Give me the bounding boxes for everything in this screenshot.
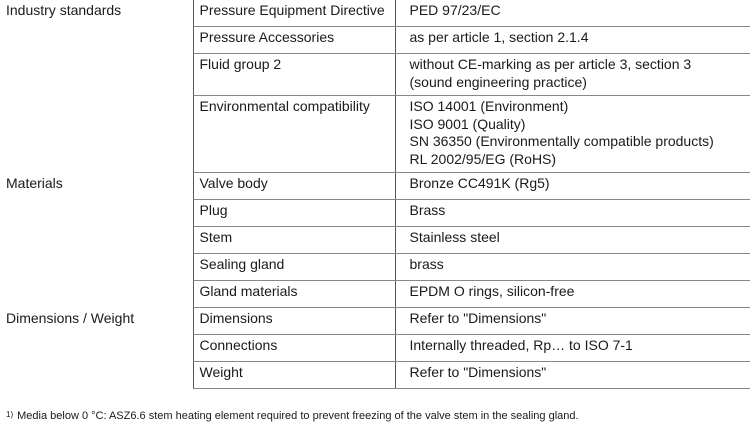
row-value-line: ISO 9001 (Quality)	[409, 115, 526, 132]
row-value	[395, 281, 750, 308]
footnote	[6, 410, 746, 423]
row-property-label: Pressure Accessories	[193, 27, 395, 54]
row-value-line: PED 97/23/EC	[409, 2, 501, 18]
table-row	[0, 254, 750, 281]
row-value-line: without CE-marking as per article 3, section 3	[409, 56, 692, 72]
row-value-line: RL 2002/95/EG (RoHS)	[409, 150, 557, 167]
row-value-line: EPDM O rings, silicon-free	[409, 283, 575, 299]
row-property-label: Stem	[193, 227, 395, 254]
row-value-line: Brass	[409, 202, 446, 218]
row-property-label: Gland materials	[193, 281, 395, 308]
row-property-label: Dimensions	[193, 308, 395, 335]
row-value-line: Refer to "Dimensions"	[409, 310, 547, 326]
row-value-line: ISO 14001 (Environment)	[409, 98, 569, 114]
row-value-line: Refer to "Dimensions"	[409, 364, 547, 380]
row-value	[395, 173, 750, 200]
table-row	[0, 362, 750, 389]
table-row	[0, 27, 750, 54]
table-row	[0, 308, 750, 335]
row-value	[395, 96, 750, 173]
table-row	[0, 96, 750, 173]
row-value	[395, 27, 750, 54]
row-value	[395, 362, 750, 389]
row-group-label: Dimensions / Weight	[6, 309, 135, 326]
row-value-line: brass	[409, 256, 444, 272]
row-group-label	[0, 96, 193, 173]
footnote-text: Media below 0 °C: ASZ6.6 stem heating element required to prevent freezing of the valve stem in the sealing gland.	[17, 410, 579, 422]
row-value	[395, 200, 750, 227]
row-group-label	[0, 54, 193, 96]
row-property-label: Connections	[193, 335, 395, 362]
row-value	[395, 254, 750, 281]
table-row	[0, 227, 750, 254]
row-group-label	[0, 254, 193, 281]
table-row	[0, 335, 750, 362]
row-value	[395, 335, 750, 362]
row-value-line: Internally threaded, Rp… to ISO 7-1	[409, 337, 633, 353]
row-property-label: Pressure Equipment Directive	[193, 0, 395, 27]
table-row	[0, 0, 750, 27]
row-group-label	[0, 281, 193, 308]
row-group-label	[0, 227, 193, 254]
row-value-line: SN 36350 (Environmentally compatible products)	[409, 133, 714, 149]
row-group-label	[0, 27, 193, 54]
row-group-label: Materials	[6, 174, 63, 191]
row-value-line: Bronze CC491K (Rg5)	[409, 175, 550, 191]
table-row	[0, 173, 750, 200]
table-row	[0, 281, 750, 308]
row-value-line: (sound engineering practice)	[409, 73, 587, 90]
table-row	[0, 54, 750, 96]
row-property-label: Sealing gland	[193, 254, 395, 281]
row-property-label: Plug	[193, 200, 395, 227]
row-property-label: Valve body	[193, 173, 395, 200]
row-value-line: Stainless steel	[409, 229, 500, 245]
row-property-label: Fluid group 2	[193, 54, 395, 96]
row-property-label: Weight	[193, 362, 395, 389]
row-value	[395, 0, 750, 27]
row-value-line: as per article 1, section 2.1.4	[409, 29, 589, 45]
row-value	[395, 227, 750, 254]
row-group-label	[0, 200, 193, 227]
row-group-label	[0, 362, 193, 389]
row-group-label: Industry standards	[6, 2, 122, 18]
footnote-marker: 1)	[6, 410, 14, 419]
table-row	[0, 200, 750, 227]
row-group-label	[0, 335, 193, 362]
row-value	[395, 54, 750, 96]
row-property-label: Environmental compatibility	[193, 96, 395, 173]
row-value	[395, 308, 750, 335]
